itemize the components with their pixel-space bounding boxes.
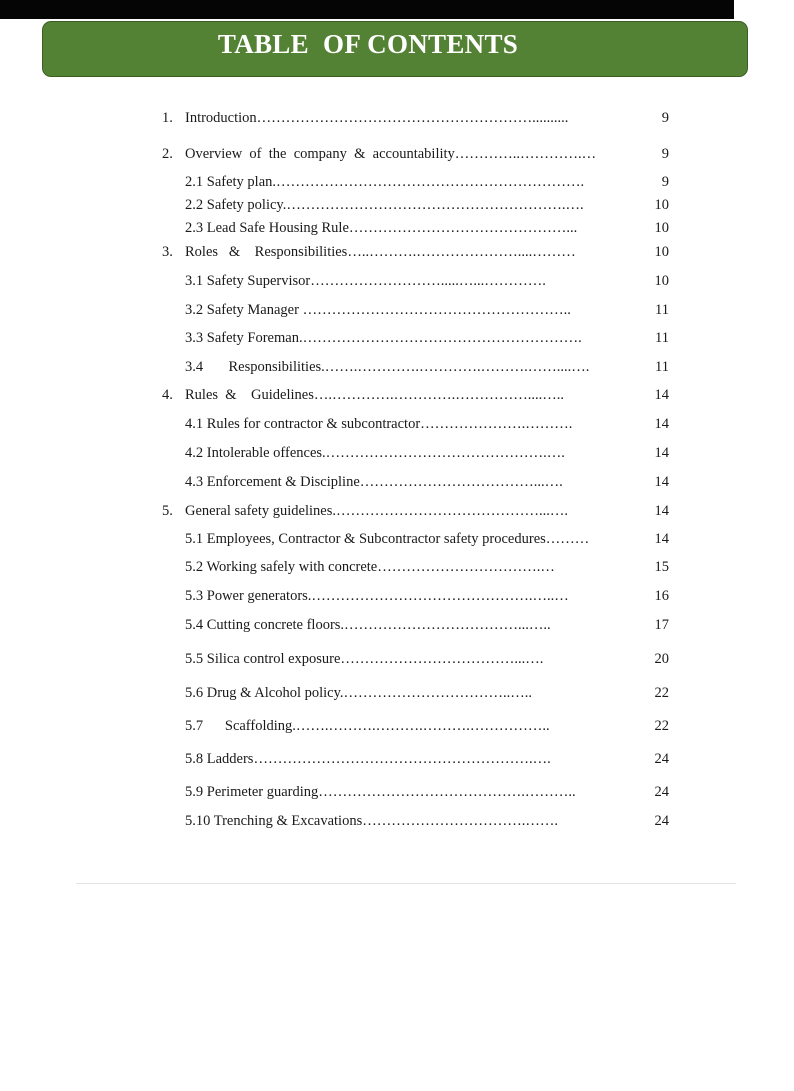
toc-entry-title: 5.4 Cutting concrete floors.………………………………...…..: [185, 617, 551, 633]
toc-entry-page: 9: [661, 174, 669, 190]
toc-entry-roles[interactable]: [0, 242, 794, 262]
toc-entry-title: Overview of the company & accountability…………..………….…: [185, 146, 597, 162]
toc-entry-page: 10: [654, 220, 669, 236]
toc-entry-safety-policy[interactable]: [0, 195, 794, 215]
toc-entry-safety-plan[interactable]: [0, 172, 794, 192]
toc-entry-drug-alcohol[interactable]: [0, 683, 794, 703]
toc-entry-title: 2.1 Safety plan.……………………………………………………….: [185, 174, 585, 190]
toc-entry-title: 5.10 Trenching & Excavations…………………………….…….: [185, 813, 558, 829]
toc-entry-page: 14: [654, 474, 669, 490]
toc-entry-title: General safety guidelines.……………………………………...….: [185, 503, 568, 519]
toc-entry-title: 3.3 Safety Foreman.………………………………………………….: [185, 330, 582, 346]
toc-entry-page: 14: [654, 531, 669, 547]
toc-entry-safety-foreman[interactable]: [0, 328, 794, 348]
toc-entry-title: 2.2 Safety policy.………………………………………………….….: [185, 197, 584, 213]
toc-entry-title: Roles & Responsibilities…..……….…………………....………: [185, 244, 576, 260]
toc-entry-title: 4.2 Intolerable offences.……………………………………….….: [185, 445, 565, 461]
toc-entry-title: 3.1 Safety Supervisor……………………….....…...………….: [185, 273, 546, 289]
toc-entry-safety-supervisor[interactable]: [0, 271, 794, 291]
toc-entry-number: 1.: [162, 110, 173, 126]
toc-entry-overview[interactable]: [0, 144, 794, 164]
toc-entry-page: 9: [661, 146, 669, 162]
toc-entry-title: 5.5 Silica control exposure………………………………...….: [185, 651, 544, 667]
toc-entry-page: 17: [654, 617, 669, 633]
toc-entry-safety-manager[interactable]: [0, 300, 794, 320]
toc-entry-enforcement[interactable]: [0, 472, 794, 492]
toc-entry-title: 5.6 Drug & Alcohol policy.……………………………..…..: [185, 685, 533, 701]
toc-entry-silica-control[interactable]: [0, 649, 794, 669]
toc-entry-page: 14: [654, 387, 669, 403]
toc-entry-title: 5.3 Power generators.……………………………………….…..…: [185, 588, 569, 604]
toc-entry-title: 4.1 Rules for contractor & subcontractor………………….……….: [185, 416, 573, 432]
toc-entry-page: 16: [654, 588, 669, 604]
toc-entry-intolerable-offences[interactable]: [0, 443, 794, 463]
page-title: TABLE OF CONTENTS: [217, 29, 519, 59]
toc-entry-title: 5.9 Perimeter guarding…………………………………….………..: [185, 784, 576, 800]
toc-entry-introduction[interactable]: [0, 108, 794, 128]
toc-entry-perimeter-guarding[interactable]: [0, 782, 794, 802]
toc-entry-title: Introduction…………………………………………………..........: [185, 110, 569, 126]
toc-entry-page: 11: [655, 330, 669, 346]
toc-entry-page: 24: [654, 751, 669, 767]
toc-entry-page: 14: [654, 445, 669, 461]
toc-entry-page: 22: [654, 718, 669, 734]
toc-entry-trenching[interactable]: [0, 811, 794, 831]
bottom-divider: [76, 883, 736, 884]
toc-entry-lead-safe-housing[interactable]: [0, 218, 794, 238]
toc-entry-number: 4.: [162, 387, 173, 403]
toc-entry-page: 14: [654, 503, 669, 519]
toc-entry-page: 15: [654, 559, 669, 575]
toc-entry-employees-procedures[interactable]: [0, 529, 794, 549]
toc-entry-cutting-floors[interactable]: [0, 615, 794, 635]
toc-entry-number: 3.: [162, 244, 173, 260]
toc-entry-number: 2.: [162, 146, 173, 162]
toc-entry-title: 5.2 Working safely with concrete…………………………….…: [185, 559, 555, 575]
toc-entry-rules-guidelines[interactable]: [0, 385, 794, 405]
toc-entry-page: 10: [654, 197, 669, 213]
toc-entry-title: 3.4 Responsibilities.…….………….………….……….……....….: [185, 359, 590, 375]
toc-entry-title: 2.3 Lead Safe Housing Rule………………………………………...: [185, 220, 578, 236]
toc-entry-ladders[interactable]: [0, 749, 794, 769]
toc-entry-title: 5.1 Employees, Contractor & Subcontractor safety procedures………: [185, 531, 590, 547]
toc-entry-rules-contractor[interactable]: [0, 414, 794, 434]
toc-entry-page: 11: [655, 359, 669, 375]
toc-entry-page: 22: [654, 685, 669, 701]
toc-entry-title: 5.7 Scaffolding.…….……….……….……….……………..: [185, 718, 550, 734]
toc-entry-title: 4.3 Enforcement & Discipline………………………………...….: [185, 474, 563, 490]
toc-entry-general-safety[interactable]: [0, 501, 794, 521]
toc-entry-page: 14: [654, 416, 669, 432]
toc-entry-title: 5.8 Ladders………………………………………………….….: [185, 751, 551, 767]
toc-entry-scaffolding[interactable]: [0, 716, 794, 736]
toc-entry-power-generators[interactable]: [0, 586, 794, 606]
toc-entry-page: 9: [661, 110, 669, 126]
toc-entry-page: 11: [655, 302, 669, 318]
toc-entry-page: 10: [654, 273, 669, 289]
toc-entry-working-concrete[interactable]: [0, 557, 794, 577]
toc-entry-title: Rules & Guidelines….………….………….……………....…..: [185, 387, 565, 403]
toc-entry-page: 20: [654, 651, 669, 667]
toc-entry-title: 3.2 Safety Manager ………………………………………………..: [185, 302, 571, 318]
toc-entry-responsibilities[interactable]: [0, 357, 794, 377]
toc-entry-page: 24: [654, 813, 669, 829]
toc-entry-page: 10: [654, 244, 669, 260]
toc-entry-number: 5.: [162, 503, 173, 519]
toc-entry-page: 24: [654, 784, 669, 800]
